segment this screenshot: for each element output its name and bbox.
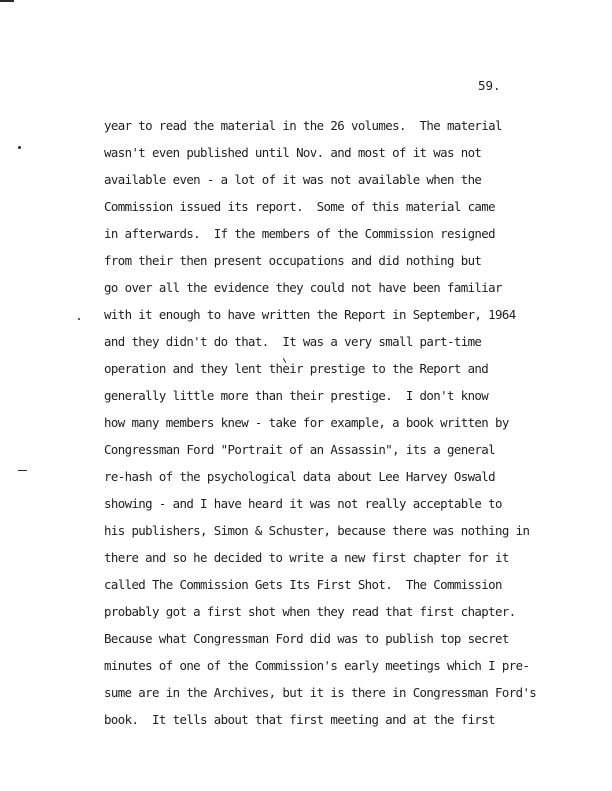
- text-line: book. It tells about that first meeting and at the first: [104, 712, 496, 727]
- text-line: operation and they lent their prestige to the Report and: [104, 361, 489, 376]
- scan-speck: [78, 318, 80, 320]
- text-line: available even - a lot of it was not available when the: [104, 172, 482, 187]
- text-line: there and so he decided to write a new first chapter for it: [104, 550, 509, 565]
- text-line: showing - and I have heard it was not really acceptable to: [104, 496, 502, 511]
- text-line: called The Commission Gets Its First Shot. The Commission: [104, 577, 502, 592]
- text-line: generally little more than their prestige. I don't know: [104, 388, 489, 403]
- page-number: 59.: [478, 78, 501, 93]
- text-line: how many members knew - take for example, a book written by: [104, 415, 509, 430]
- text-line: go over all the evidence they could not have been familiar: [104, 280, 502, 295]
- text-line: his publishers, Simon & Schuster, because there was nothing in: [104, 523, 530, 538]
- scan-dash-mark: [18, 470, 27, 471]
- text-line: Congressman Ford "Portrait of an Assassin", its a general: [104, 442, 496, 457]
- text-line: year to read the material in the 26 volumes. The material: [104, 118, 502, 133]
- text-line: in afterwards. If the members of the Commission resigned: [104, 226, 496, 241]
- text-line: probably got a first shot when they read that first chapter.: [104, 604, 516, 619]
- text-line: with it enough to have written the Report in September, 1964: [104, 307, 516, 322]
- scan-corner-mark: [0, 0, 14, 2]
- text-line: from their then present occupations and did nothing but: [104, 253, 482, 268]
- typed-text-body: [104, 116, 604, 737]
- text-line: Because what Congressman Ford did was to publish top secret: [104, 631, 509, 646]
- text-line: Commission issued its report. Some of this material came: [104, 199, 496, 214]
- scan-speck: [18, 146, 21, 149]
- text-line: re-hash of the psychological data about Lee Harvey Oswald: [104, 469, 496, 484]
- text-line: and they didn't do that. It was a very small part-time: [104, 334, 482, 349]
- text-line: sume are in the Archives, but it is there in Congressman Ford's: [104, 685, 537, 700]
- text-line: wasn't even published until Nov. and most of it was not: [104, 145, 482, 160]
- text-line: minutes of one of the Commission's early meetings which I pre-: [104, 658, 530, 673]
